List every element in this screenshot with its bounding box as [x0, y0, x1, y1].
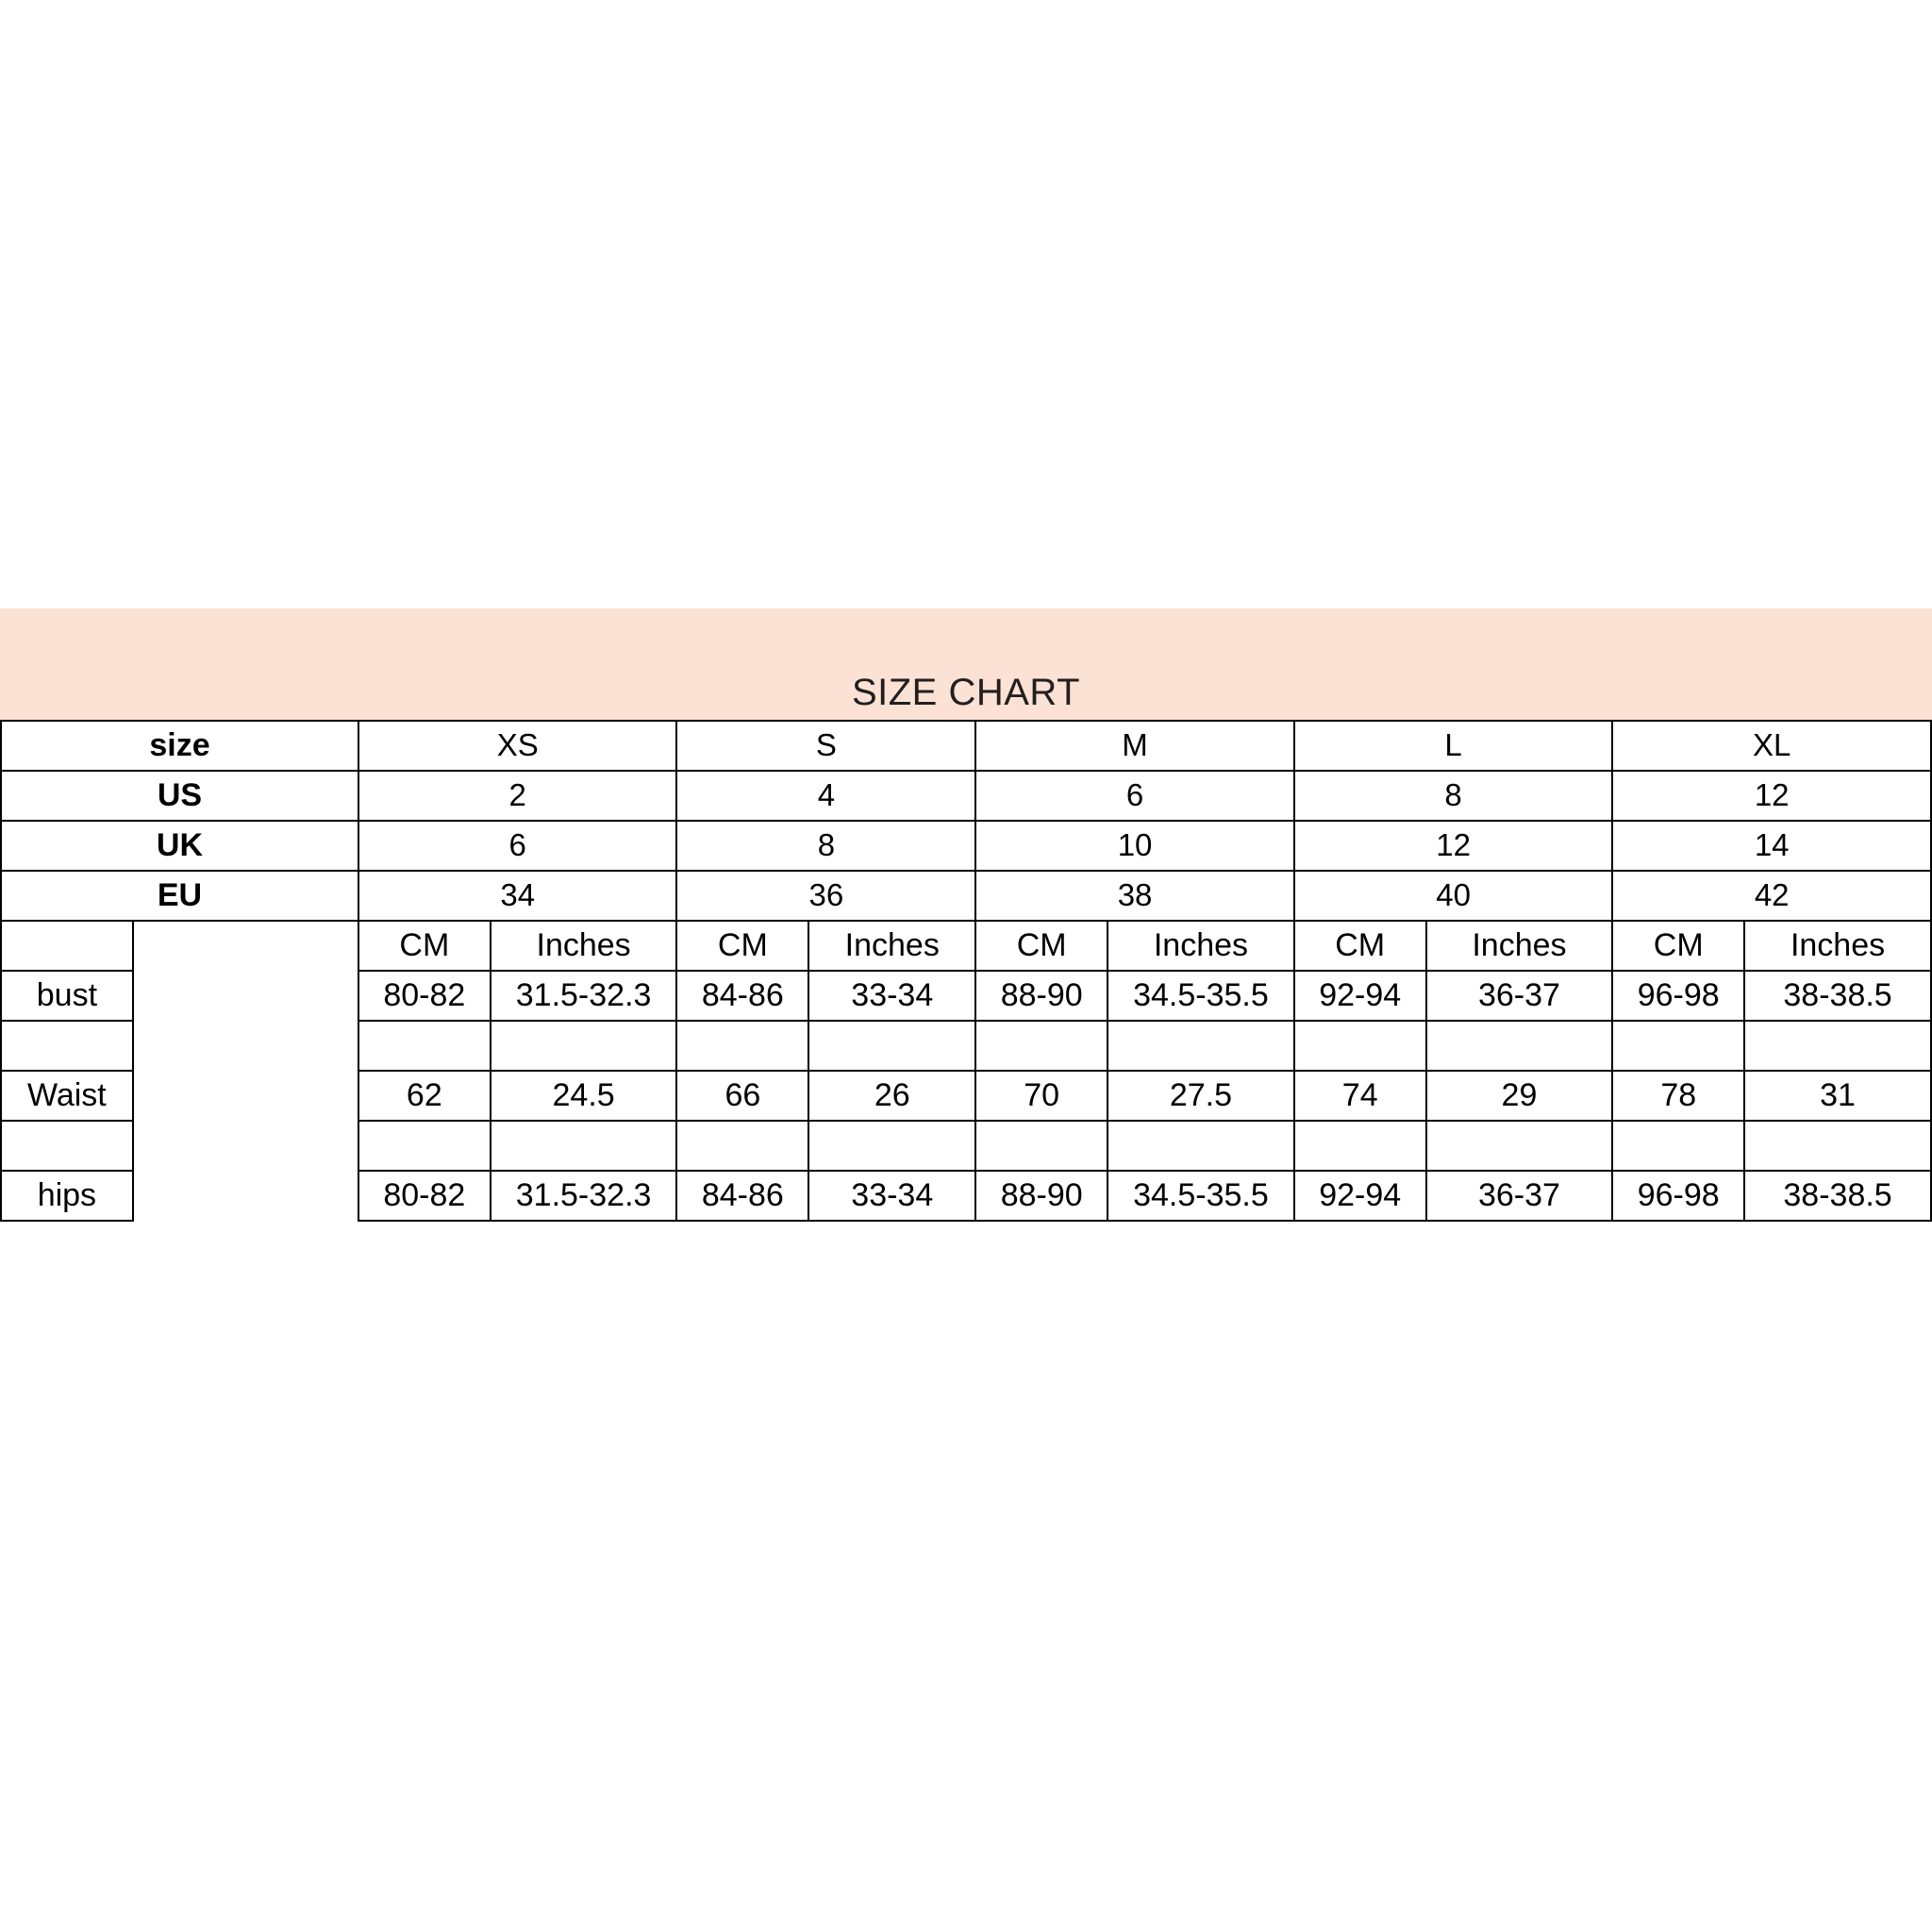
spacer2-m-cm: [975, 1121, 1108, 1171]
bust-s-cm: 84-86: [676, 971, 808, 1021]
table-row-units: [1, 921, 1931, 971]
table-row-hips: [1, 1171, 1931, 1221]
bust-m-cm: 88-90: [975, 971, 1108, 1021]
hips-xs-inches: 31.5-32.3: [491, 1171, 677, 1221]
table-row-spacer-2: [1, 1121, 1931, 1171]
waist-xs-inches: 24.5: [491, 1071, 677, 1121]
eu-xs: 34: [358, 871, 677, 921]
spacer-xl-cm: [1612, 1021, 1744, 1071]
eu-s: 36: [676, 871, 975, 921]
us-xs: 2: [358, 771, 677, 821]
spacer-m-in: [1108, 1021, 1294, 1071]
hips-l-inches: 36-37: [1426, 1171, 1613, 1221]
bust-xl-inches: 38-38.5: [1744, 971, 1931, 1021]
uk-xs: 6: [358, 821, 677, 871]
table-row-waist: [1, 1071, 1931, 1121]
spacer-cell-c: [1, 1121, 133, 1171]
title-band: [0, 608, 1932, 720]
spacer-cell: [1, 921, 133, 971]
eu-xl: 42: [1612, 871, 1931, 921]
unit-xs-inches: Inches: [491, 921, 677, 971]
row-label-eu: EU: [1, 871, 358, 921]
waist-l-inches: 29: [1426, 1071, 1613, 1121]
spacer2-m-in: [1108, 1121, 1294, 1171]
unit-m-inches: Inches: [1108, 921, 1294, 971]
unit-m-cm: CM: [975, 921, 1108, 971]
spacer-cell-d: [133, 1121, 358, 1171]
spacer-xs-in: [491, 1021, 677, 1071]
uk-m: 10: [975, 821, 1294, 871]
waist-s-inches: 26: [808, 1071, 975, 1121]
spacer-xs-cm: [358, 1021, 491, 1071]
size-header-s: S: [676, 721, 975, 771]
hips-s-inches: 33-34: [808, 1171, 975, 1221]
row-label-us: US: [1, 771, 358, 821]
waist-l-cm: 74: [1294, 1071, 1426, 1121]
spacer-l-in: [1426, 1021, 1613, 1071]
us-l: 8: [1294, 771, 1613, 821]
us-xl: 12: [1612, 771, 1931, 821]
waist-xs-cm: 62: [358, 1071, 491, 1121]
size-header-xl: XL: [1612, 721, 1931, 771]
table-row-eu: [1, 871, 1931, 921]
spacer2-xl-cm: [1612, 1121, 1744, 1171]
spacer-m-cm: [975, 1021, 1108, 1071]
waist-xl-inches: 31: [1744, 1071, 1931, 1121]
spacer-l-cm: [1294, 1021, 1426, 1071]
page-title: SIZE CHART: [851, 672, 1081, 713]
spacer-s-cm: [676, 1021, 808, 1071]
hips-xl-inches: 38-38.5: [1744, 1171, 1931, 1221]
table-row-size-header: [1, 721, 1931, 771]
table-row-us: [1, 771, 1931, 821]
unit-xl-inches: Inches: [1744, 921, 1931, 971]
hips-m-inches: 34.5-35.5: [1108, 1171, 1294, 1221]
spacer-cell-b: [133, 1021, 358, 1071]
spacer2-xl-in: [1744, 1121, 1931, 1171]
row-label-waist: Waist: [1, 1071, 133, 1121]
spacer-cell-a: [1, 1021, 133, 1071]
row-label-uk: UK: [1, 821, 358, 871]
size-header-m: M: [975, 721, 1294, 771]
spacer-cell-hips: [133, 1171, 358, 1221]
bust-xl-cm: 96-98: [1612, 971, 1744, 1021]
table-row-uk: [1, 821, 1931, 871]
hips-m-cm: 88-90: [975, 1171, 1108, 1221]
waist-s-cm: 66: [676, 1071, 808, 1121]
spacer2-xs-cm: [358, 1121, 491, 1171]
unit-s-cm: CM: [676, 921, 808, 971]
spacer2-xs-in: [491, 1121, 677, 1171]
hips-xs-cm: 80-82: [358, 1171, 491, 1221]
bust-m-inches: 34.5-35.5: [1108, 971, 1294, 1021]
size-header-l: L: [1294, 721, 1613, 771]
bust-xs-cm: 80-82: [358, 971, 491, 1021]
unit-l-inches: Inches: [1426, 921, 1613, 971]
size-chart-container: [0, 608, 1932, 1222]
spacer2-s-in: [808, 1121, 975, 1171]
bust-l-cm: 92-94: [1294, 971, 1426, 1021]
spacer-cell-waist: [133, 1071, 358, 1121]
unit-xl-cm: CM: [1612, 921, 1744, 971]
spacer-cell-bust: [133, 971, 358, 1021]
waist-m-inches: 27.5: [1108, 1071, 1294, 1121]
us-m: 6: [975, 771, 1294, 821]
size-header-label: size: [1, 721, 358, 771]
waist-xl-cm: 78: [1612, 1071, 1744, 1121]
eu-m: 38: [975, 871, 1294, 921]
spacer-s-in: [808, 1021, 975, 1071]
hips-l-cm: 92-94: [1294, 1171, 1426, 1221]
uk-xl: 14: [1612, 821, 1931, 871]
spacer-cell-2: [133, 921, 358, 971]
uk-s: 8: [676, 821, 975, 871]
unit-s-inches: Inches: [808, 921, 975, 971]
table-row-bust: [1, 971, 1931, 1021]
row-label-bust: bust: [1, 971, 133, 1021]
bust-s-inches: 33-34: [808, 971, 975, 1021]
size-chart-table: [0, 720, 1932, 1222]
row-label-hips: hips: [1, 1171, 133, 1221]
uk-l: 12: [1294, 821, 1613, 871]
table-row-spacer-1: [1, 1021, 1931, 1071]
unit-l-cm: CM: [1294, 921, 1426, 971]
hips-s-cm: 84-86: [676, 1171, 808, 1221]
spacer2-l-cm: [1294, 1121, 1426, 1171]
waist-m-cm: 70: [975, 1071, 1108, 1121]
spacer2-s-cm: [676, 1121, 808, 1171]
size-header-xs: XS: [358, 721, 677, 771]
hips-xl-cm: 96-98: [1612, 1171, 1744, 1221]
bust-l-inches: 36-37: [1426, 971, 1613, 1021]
spacer-xl-in: [1744, 1021, 1931, 1071]
spacer2-l-in: [1426, 1121, 1613, 1171]
us-s: 4: [676, 771, 975, 821]
unit-xs-cm: CM: [358, 921, 491, 971]
eu-l: 40: [1294, 871, 1613, 921]
bust-xs-inches: 31.5-32.3: [491, 971, 677, 1021]
